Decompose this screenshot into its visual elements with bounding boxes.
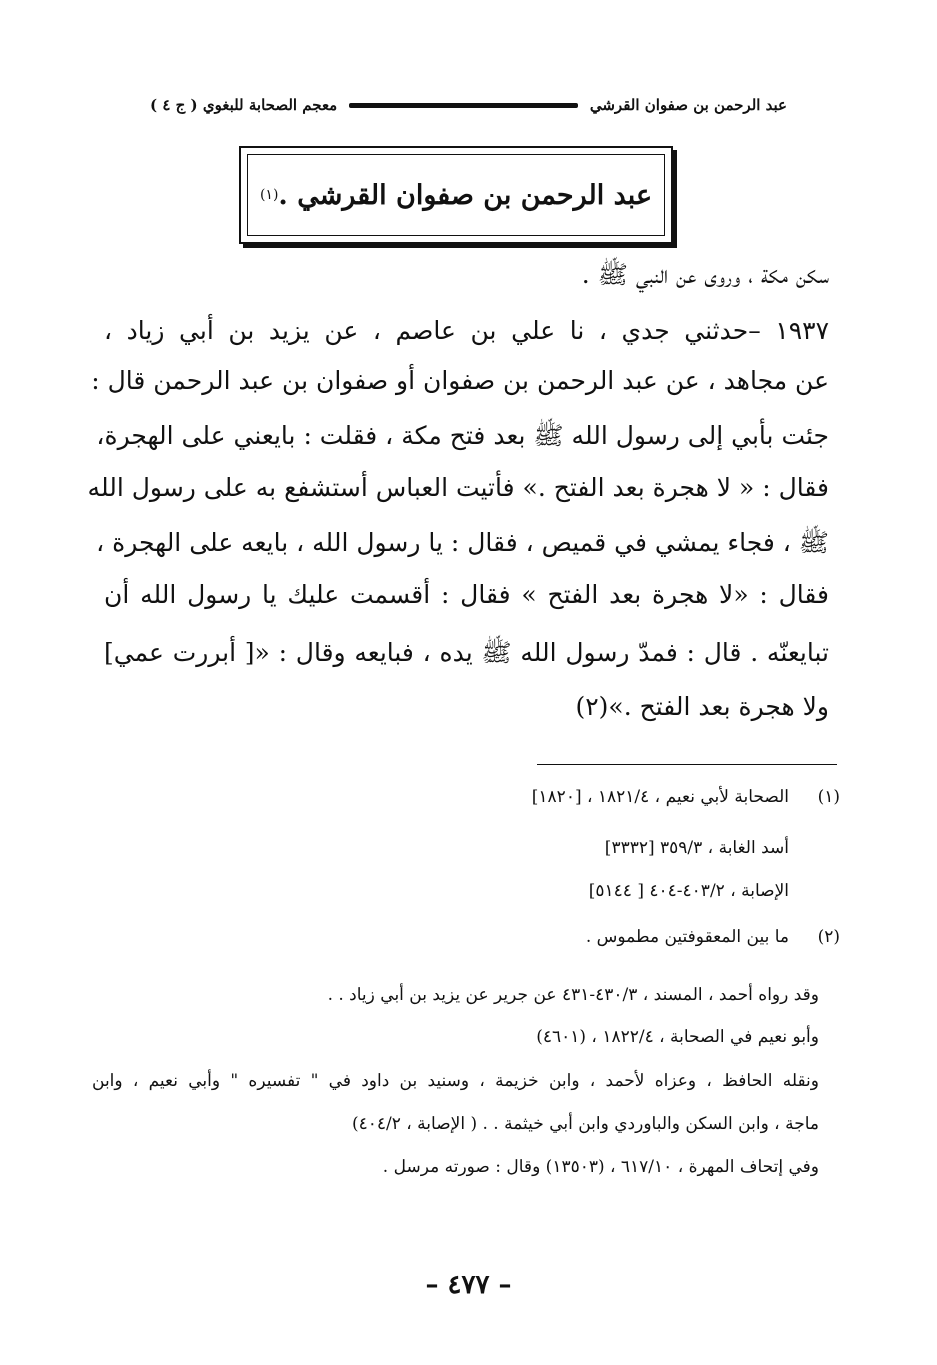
footnote-2-line: ونقله الحافظ ، وعزاه لأحمد ، وابن خزيمة ، وسنيد بن داود في " تفسيره " وأبي نعيم ، وابن	[92, 1071, 819, 1091]
footnote-2-line: وقد رواه أحمد ، المسند ، ٤٣٠/٣-٤٣١ عن جرير عن يزيد بن أبي زياد . .	[327, 985, 819, 1005]
header-rule	[349, 103, 578, 108]
footnote-2-line: وفي إتحاف المهرة ، ٦١٧/١٠ ، (١٣٥٠٣) وقال : صورته مرسل .	[382, 1157, 819, 1177]
chapter-title-box	[239, 146, 673, 244]
footnote-1-line: الصحابة لأبي نعيم ، ١٨٢١/٤ ، [١٨٢٠]	[531, 787, 789, 807]
footnote-2-number: (٢)	[817, 927, 840, 947]
footnote-2-line: ماجة ، وابن السكن والباوردي وابن أبي خيثمة . . ( الإصابة ، ٤٠٤/٢)	[351, 1114, 819, 1134]
body-line: سكن مكة ، وروى عن النبي ﷺ .	[581, 260, 829, 289]
footnote-2-line: ما بين المعقوفتين مطموس .	[585, 927, 789, 947]
title-footnote-ref: (١)	[259, 187, 279, 203]
chapter-title: عبد الرحمن بن صفوان القرشي .	[278, 179, 653, 211]
footnote-2-line: وأبو نعيم في الصحابة ، ١٨٢٢/٤ ، (٤٦٠١)	[536, 1027, 819, 1047]
body-line: فقال : « لا هجرة بعد الفتح .» فأتيت العباس أستشفع به على رسول الله	[87, 473, 829, 502]
body-line: عن مجاهد ، عن عبد الرحمن بن صفوان أو صفوان بن عبد الرحمن قال :	[91, 366, 829, 395]
chapter-title-frame	[247, 154, 665, 236]
footnote-1-number: (١)	[817, 787, 840, 807]
page-number: – ٤٧٧ –	[425, 1270, 512, 1300]
body-line: تبايعنّه . قال : فمدّ رسول الله ﷺ يده ، فبايعه وقال : «[ أبررت عمي]	[104, 638, 829, 667]
body-line: فقال : «لا هجرة بعد الفتح » فقال : أقسمت عليك يا رسول الله أن	[104, 580, 829, 609]
body-line: ١٩٣٧ –حدثني جدي ، نا علي بن عاصم ، عن يزيد بن أبي زياد ،	[104, 316, 829, 345]
body-line: جئت بأبي إلى رسول الله ﷺ بعد فتح مكة ، فقلت : بايعني على الهجرة،	[96, 421, 829, 450]
body-line: ولا هجرة بعد الفتح .»(٢)	[575, 692, 829, 721]
body-line: ﷺ ، فجاء يمشي في قميص ، فقال : يا رسول الله ، بايعه على الهجرة ،	[96, 528, 829, 557]
footnote-1-line: أسد الغابة ، ٣٥٩/٣ [٣٣٣٢]	[604, 838, 789, 858]
footnote-separator	[537, 764, 837, 765]
header-book-title: معجم الصحابة للبغوي ( ج ٤ )	[150, 96, 338, 114]
running-header	[150, 92, 787, 118]
footnote-1-line: الإصابة ، ٤٠٣/٢-٤٠٤ [ ٥١٤٤]	[588, 881, 789, 901]
header-chapter-title: عبد الرحمن بن صفوان القرشي	[589, 96, 787, 114]
